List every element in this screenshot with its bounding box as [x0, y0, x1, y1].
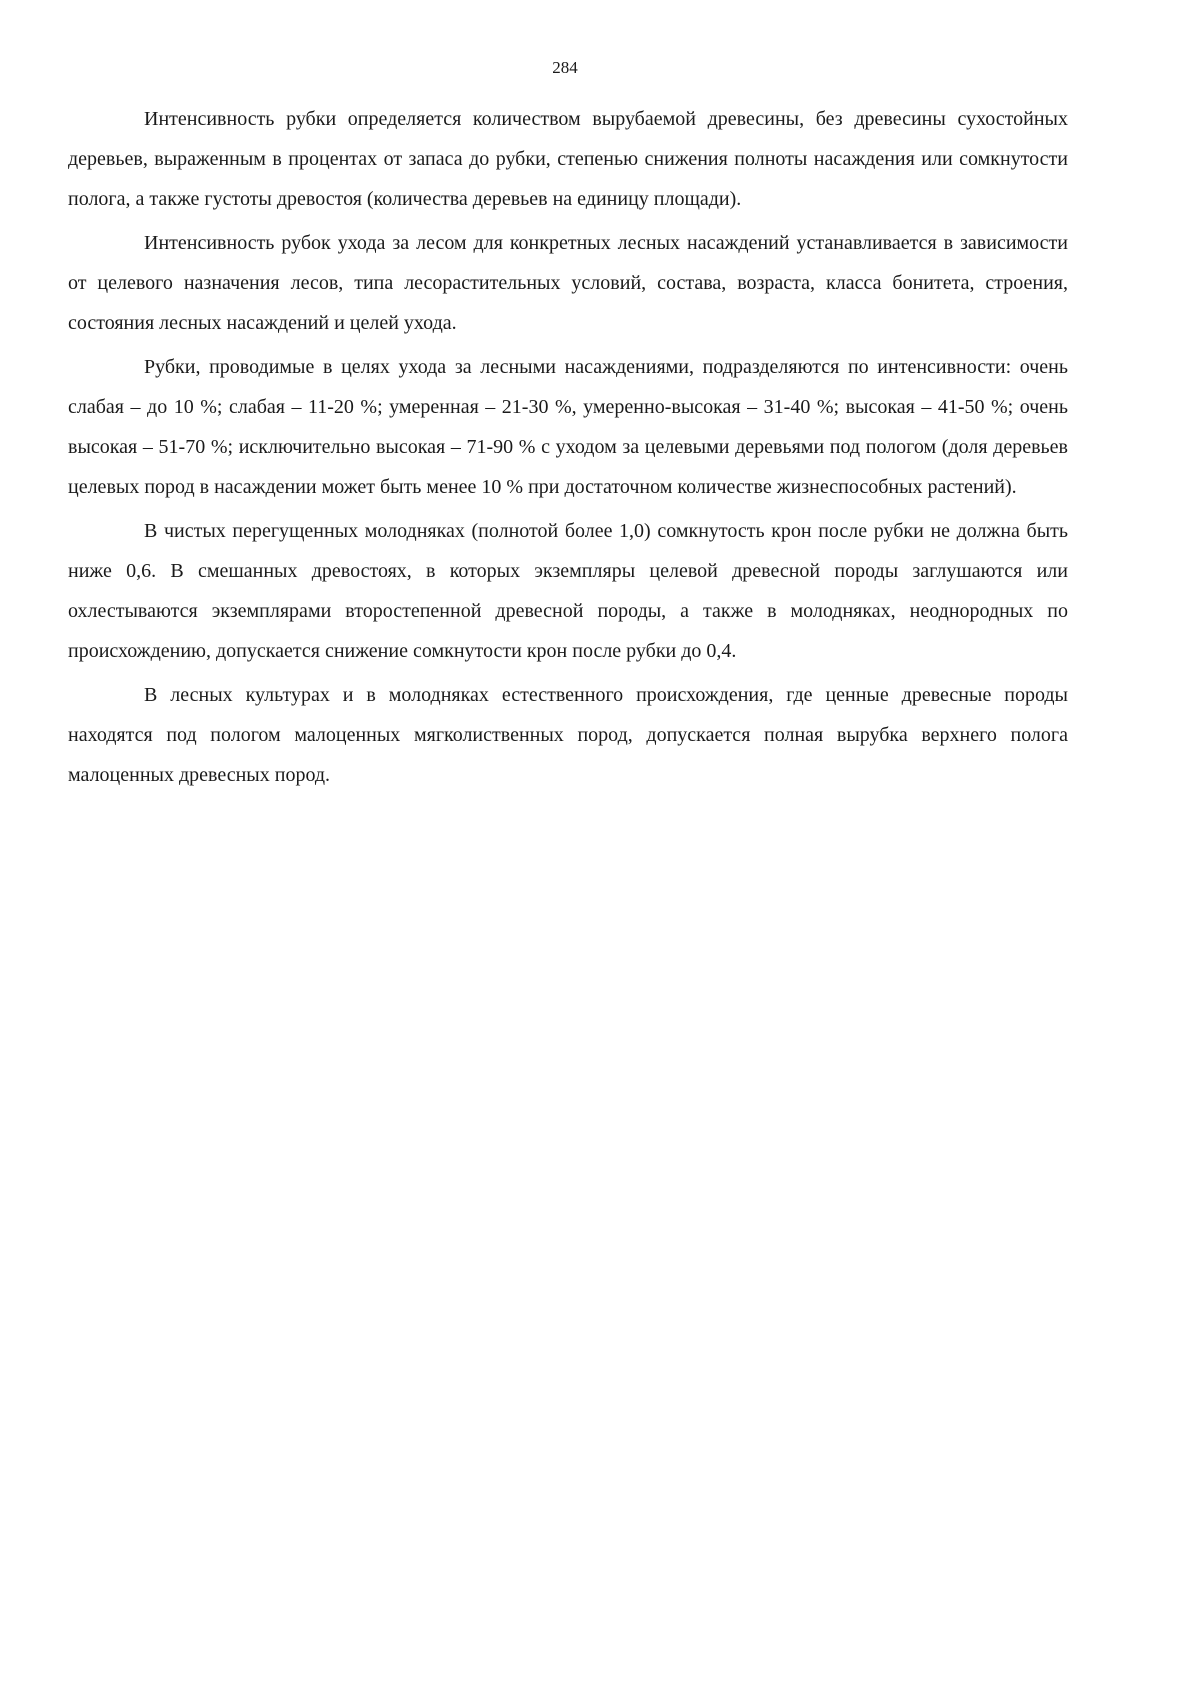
paragraph-2: Интенсивность рубок ухода за лесом для конкретных лесных насаждений устанавливается в зависимости от целевого назначения лесов, типа лесорастительных условий, состава, возраста, класса бонитета, строения, состояния лесных насаждений и целей ухода.: [68, 232, 1068, 334]
paragraph-5: В лесных культурах и в молодняках естественного происхождения, где ценные древесные породы находятся под пологом малоценных мягколиственных пород, допускается полная вырубка верхнего полога малоценных древесных пород.: [68, 684, 1068, 786]
paragraph-1: Интенсивность рубки определяется количеством вырубаемой древесины, без древесины сухостойных деревьев, выраженным в процентах от запаса до рубки, степенью снижения полноты насаждения или сомкнутости полога, а также густоты древостоя (количества деревьев на единицу площади).: [68, 108, 1068, 210]
paragraph-3: Рубки, проводимые в целях ухода за лесными насаждениями, подразделяются по интенсивности: очень слабая – до 10 %; слабая – 11-20 %; умеренная – 21-30 %, умеренно-высокая – 31-40 %; высокая – 41-50 %; очень высокая – 51-70 %; исключительно высокая – 71-90 % с уходом за целевыми деревьями под пологом (доля деревьев целевых пород в насаждении может быть менее 10 % при достаточном количестве жизнеспособных растений).: [68, 356, 1068, 498]
document-body: [68, 99, 1068, 799]
paragraph-4: В чистых перегущенных молодняках (полнотой более 1,0) сомкнутость крон после рубки не должна быть ниже 0,6. В смешанных древостоях, в которых экземпляры целевой древесной породы заглушаются или охлестываются экземплярами второстепенной древесной породы, а также в молодняках, неоднородных по происхождению, допускается снижение сомкнутости крон после рубки до 0,4.: [68, 520, 1068, 662]
page-number: 284: [552, 58, 578, 77]
